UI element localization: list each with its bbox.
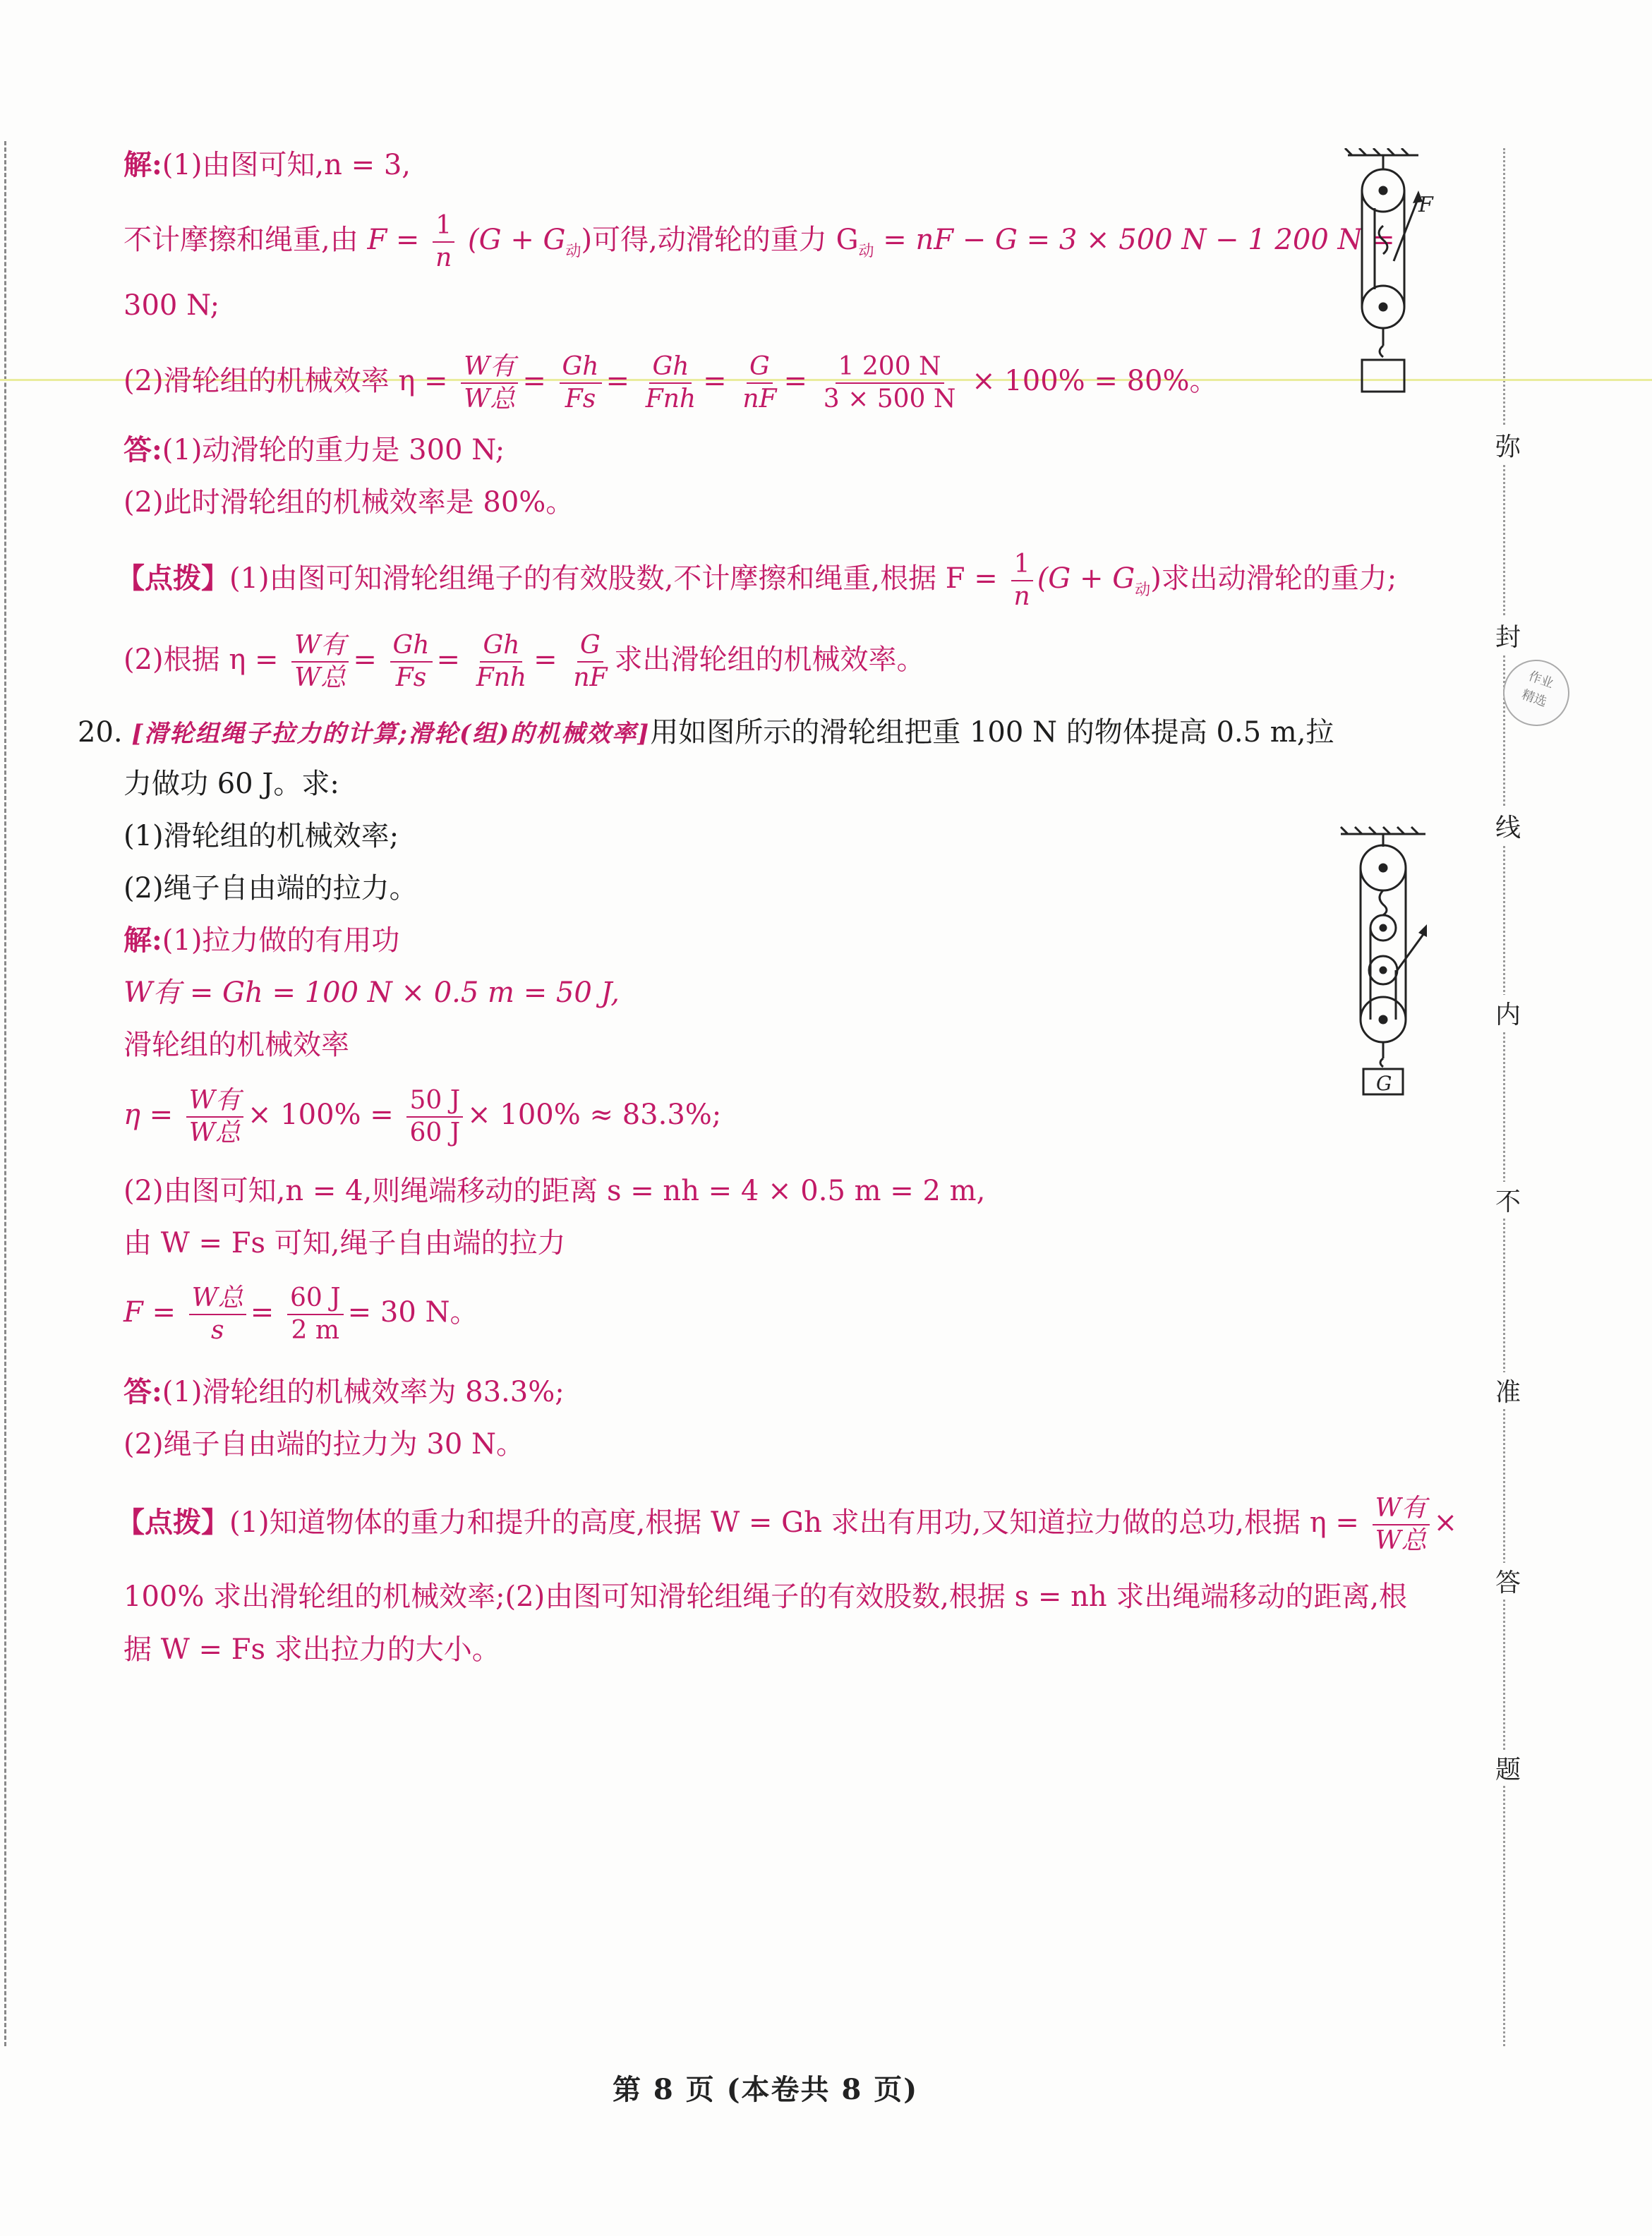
q19-tip-2: (2)根据 η = $\frac{\text{W有}}{\text{W总}}$ = $\frac{Gh}{Fs}$ = $\frac{Gh}{\text{Fnh}}$ = $\frac{G}{nF}$ 求出滑轮组的机械效率。	[123, 631, 925, 692]
q19-tip-sub: 动	[1135, 581, 1151, 599]
q19-answer-2: (2)此时滑轮组的机械效率是 80%。	[123, 486, 574, 519]
q19-tip2-frac4-num: G	[577, 633, 603, 663]
q20-answer-label: 答:	[123, 1375, 162, 1408]
q19-tip2-frac2-den: Fs	[395, 663, 427, 692]
q20-tip-frac-num: W有	[1373, 1496, 1430, 1525]
margin-word-3: 线	[1490, 808, 1526, 844]
q20-sol-1-text: (1)拉力做的有用功	[162, 924, 400, 957]
q20-sol-5: (2)由图可知,n = 4,则绳端移动的距离 s = nh = 4 × 0.5 m = 2 m,	[123, 1175, 986, 1207]
margin-word-4: 内	[1490, 995, 1526, 1031]
q19-tip-1	[116, 550, 1397, 619]
q19-eff-frac1-den: W总	[464, 385, 516, 413]
q20-frac2-den: 60 J	[409, 1118, 461, 1147]
q20-tip-1-text: (1)知道物体的重力和提升的高度,根据 W = Gh 求出有用功,又知道拉力做的总功,根据 η =	[229, 1506, 1359, 1539]
margin-word-2: 封	[1490, 617, 1526, 653]
q19-l2-F: F =	[367, 224, 420, 256]
q19-line-2	[123, 212, 1395, 280]
q19-tip-frac-den: n	[1013, 582, 1030, 611]
q20-frac1-den: W总	[188, 1118, 241, 1147]
q20-ask-1: (1)滑轮组的机械效率;	[123, 820, 399, 852]
q20-answer-1	[123, 1372, 565, 1412]
q20-frac3-num: W总	[189, 1286, 246, 1315]
q20-frac3-den: s	[210, 1316, 224, 1345]
margin-word-8: 题	[1490, 1750, 1526, 1786]
q20-frac2-num: 50 J	[406, 1088, 463, 1118]
q19-tip-1-text: (1)由图可知滑轮组绳子的有效股数,不计摩擦和绳重,根据 F =	[229, 562, 998, 595]
q20-eta: η =	[123, 1099, 174, 1131]
q19-eff-frac3-den: Fnh	[645, 385, 697, 413]
q20-pulley-figure	[1327, 826, 1440, 1101]
q19-tip2-frac3-den: Fnh	[476, 663, 527, 692]
q19-eff-frac1-num: W有	[461, 354, 518, 384]
q19-eff-frac4-num: G	[747, 354, 773, 384]
q20-eq: =	[250, 1296, 275, 1329]
margin-word-6: 准	[1490, 1372, 1526, 1408]
q19-pulley-figure	[1327, 148, 1440, 402]
q19-tip2-frac4-den: nF	[573, 663, 608, 692]
q19-answer-label: 答:	[123, 433, 162, 466]
margin-word-5: 不	[1490, 1182, 1526, 1218]
q20-sol-4	[123, 1087, 721, 1146]
q19-tip-Gsum: (G + G	[1037, 562, 1135, 595]
left-binding-line	[4, 141, 6, 2046]
q19-tip-2-end: 求出滑轮组的机械效率。	[614, 643, 925, 676]
q20-ask-2: (2)绳子自由端的拉力。	[123, 872, 418, 905]
q19-solution-label: 解:	[123, 148, 162, 181]
q20-tip-1	[116, 1494, 1457, 1554]
q20-answer-2: (2)绳子自由端的拉力为 30 N。	[123, 1428, 524, 1461]
q20-sol-7	[123, 1284, 478, 1343]
q19-step-1: (1)由图可知,n = 3,	[162, 149, 411, 181]
q19-tip-2-text: (2)根据 η =	[123, 643, 279, 676]
q20-stem-1-text: 用如图所示的滑轮组把重 100 N 的物体提高 0.5 m,拉	[650, 716, 1334, 749]
stamp-text-2: 精选	[1519, 687, 1549, 711]
q19-answer-1-text: (1)动滑轮的重力是 300 N;	[162, 434, 505, 466]
q19-answer-1	[123, 430, 505, 470]
q19-eff-frac2-num: Gh	[560, 354, 602, 384]
q20-sol-3: 滑轮组的机械效率	[123, 1029, 349, 1061]
q19-l2-text: 不计摩擦和绳重,由	[123, 224, 358, 256]
q19-tip-1-end: )求出动滑轮的重力;	[1150, 562, 1397, 595]
q20-frac4-num: 60 J	[287, 1286, 344, 1315]
q20-tip-label: 【点拨】	[116, 1506, 229, 1539]
q19-line-3: 300 N;	[123, 289, 220, 322]
q19-eff-frac4-den: nF	[742, 385, 777, 413]
q20-sol-4-end: × 100% ≈ 83.3%;	[467, 1099, 722, 1131]
q19-frac-1-num: 1	[433, 213, 454, 243]
q19-tip-frac-num: 1	[1011, 552, 1033, 581]
q19-tip-label: 【点拨】	[116, 562, 229, 595]
margin-word-7: 答	[1490, 1563, 1526, 1599]
q19-tip2-frac3-num: Gh	[480, 633, 522, 663]
q19-eff-frac3-num: Gh	[649, 354, 692, 384]
q19-eff-frac5-den: 3 × 500 N	[823, 385, 956, 413]
q20-frac4-den: 2 m	[291, 1316, 340, 1345]
q19-eff-frac5-num: 1 200 N	[836, 354, 944, 384]
q19-l2-calc: = nF − G = 3 × 500 N − 1 200 N =	[883, 224, 1395, 256]
q20-solution-label: 解:	[123, 924, 162, 957]
q20-sol-2: W有 = Gh = 100 N × 0.5 m = 50 J,	[123, 977, 620, 1009]
q20-sol-4-mid: × 100% =	[247, 1099, 394, 1131]
q20-tip-2: 100% 求出滑轮组的机械效率;(2)由图可知滑轮组绳子的有效股数,根据 s = nh 求出绳端移动的距离,根	[123, 1581, 1408, 1613]
q19-l2-sub2: 动	[858, 243, 874, 260]
margin-word-1: 弥	[1490, 427, 1526, 463]
q19-eff-result: × 100% = 80%。	[972, 365, 1218, 397]
q19-eff-frac2-den: Fs	[565, 385, 596, 413]
page-footer: 第 8 页 (本卷共 8 页)	[613, 2073, 919, 2106]
q20-tip-3: 据 W = Fs 求出拉力的大小。	[123, 1633, 500, 1666]
q20-frac1-num: W有	[186, 1088, 243, 1118]
q20-stem-1	[78, 713, 1334, 754]
q19-line-1	[123, 145, 411, 185]
q19-tip2-frac2-num: Gh	[390, 633, 433, 663]
q20-answer-1-text: (1)滑轮组的机械效率为 83.3%;	[162, 1376, 565, 1408]
q20-sol-6: 由 W = Fs 可知,绳子自由端的拉力	[123, 1227, 566, 1259]
q20-tip-times: ×	[1433, 1506, 1458, 1539]
q19-tip2-frac1-den: W总	[294, 663, 346, 692]
q20-stem-2: 力做功 60 J。求:	[123, 768, 339, 800]
q19-line-4: (2)滑轮组的机械效率 η = $\frac{\text{W有}}{\text{W总}}$ = $\frac{Gh}{Fs}$ = $\frac{Gh}{\text{Fnh}}$ = $\frac{G}{nF}$ = $\frac{1 200 N}{3 \times 500 N}$ × 100% = 80%。	[123, 352, 1218, 413]
q19-tip2-frac1-num: W有	[291, 633, 349, 663]
q19-fig-F-label: F	[1418, 193, 1433, 217]
q19-l2-sub: 动	[565, 243, 581, 260]
stamp-seal	[1494, 651, 1579, 735]
q20-number: 20.	[78, 716, 123, 749]
stamp-text-1: 作业	[1526, 668, 1556, 691]
q19-frac-1-den: n	[435, 243, 452, 272]
q20-F: F =	[123, 1296, 176, 1329]
q19-l2-Gsum: (G + G	[468, 224, 566, 256]
q20-sol-1	[123, 921, 399, 960]
q20-topic: [滑轮组绳子拉力的计算;滑轮(组)的机械效率]	[131, 720, 651, 748]
q20-tip-frac-den: W总	[1375, 1526, 1427, 1555]
q20-fig-G-label: G	[1376, 1072, 1392, 1095]
q20-sol-7-end: = 30 N。	[347, 1296, 478, 1329]
q19-l2-mid: )可得,动滑轮的重力 G	[581, 224, 859, 256]
q19-eff-text: (2)滑轮组的机械效率 η =	[123, 365, 448, 397]
